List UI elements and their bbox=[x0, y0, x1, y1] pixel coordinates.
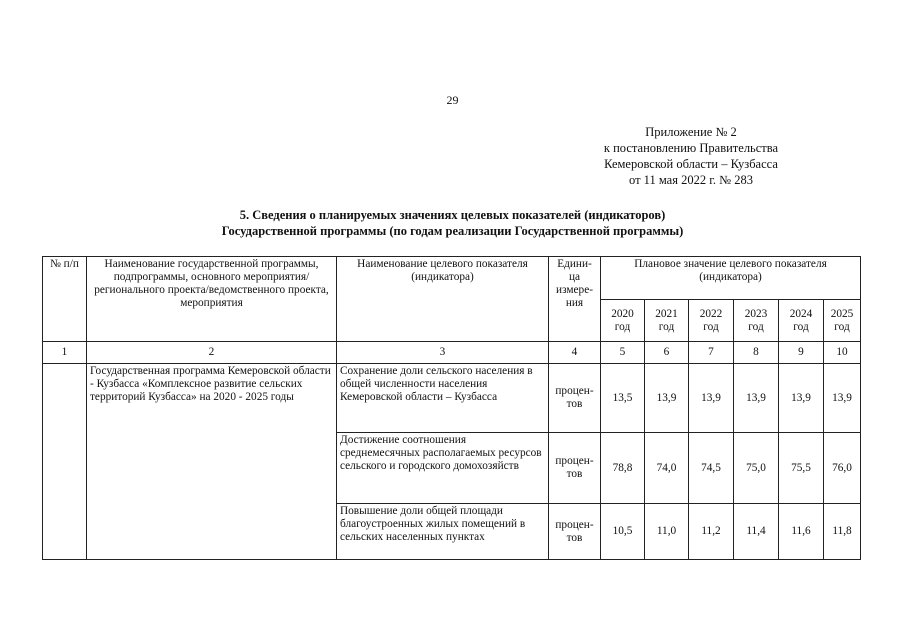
column-number: 2 bbox=[87, 342, 337, 364]
appendix-block bbox=[560, 124, 822, 188]
unit-cell: процен-тов bbox=[549, 364, 601, 433]
program-name-cell: Государственная программа Кемеровской области - Кузбасса «Комплексное развитие сельских территорий Кузбасса» на 2020 - 2025 годы bbox=[87, 364, 337, 560]
header-year: 2020 год bbox=[601, 300, 645, 342]
header-indicator: Наименование целевого показателя (индикатора) bbox=[337, 257, 549, 342]
appendix-line-2: к постановлению Правительства bbox=[603, 141, 779, 155]
value-cell: 11,4 bbox=[734, 504, 779, 560]
indicator-cell: Повышение доли общей площади благоустроенных жилых помещений в сельских населенных пунктах bbox=[337, 504, 549, 560]
header-year: 2021 год bbox=[645, 300, 689, 342]
value-cell: 74,5 bbox=[689, 433, 734, 504]
value-cell: 13,9 bbox=[824, 364, 861, 433]
value-cell: 11,2 bbox=[689, 504, 734, 560]
header-year: 2024 год bbox=[779, 300, 824, 342]
header-planned: Плановое значение целевого показателя (индикатора) bbox=[601, 257, 861, 300]
header-year: 2025 год bbox=[824, 300, 861, 342]
value-cell: 13,9 bbox=[645, 364, 689, 433]
title-line-2: Государственной программы (по годам реализации Государственной программы) bbox=[221, 224, 684, 238]
column-number: 6 bbox=[645, 342, 689, 364]
table-row bbox=[43, 364, 861, 433]
value-cell: 11,8 bbox=[824, 504, 861, 560]
column-number: 1 bbox=[43, 342, 87, 364]
value-cell: 75,0 bbox=[734, 433, 779, 504]
column-number: 3 bbox=[337, 342, 549, 364]
value-cell: 74,0 bbox=[645, 433, 689, 504]
value-cell: 13,9 bbox=[779, 364, 824, 433]
column-number: 4 bbox=[549, 342, 601, 364]
header-num: № п/п bbox=[43, 257, 87, 342]
value-cell: 75,5 bbox=[779, 433, 824, 504]
column-number: 8 bbox=[734, 342, 779, 364]
header-year: 2023 год bbox=[734, 300, 779, 342]
indicators-table bbox=[42, 256, 861, 560]
title-line-1: 5. Сведения о планируемых значениях целевых показателей (индикаторов) bbox=[239, 208, 666, 222]
header-program: Наименование государственной программы, подпрограммы, основного мероприятия/регионального проекта/ведомственного проекта, мероприятия bbox=[87, 257, 337, 342]
appendix-line-1: Приложение № 2 bbox=[645, 125, 737, 139]
value-cell: 78,8 bbox=[601, 433, 645, 504]
header-year: 2022 год bbox=[689, 300, 734, 342]
value-cell: 10,5 bbox=[601, 504, 645, 560]
indicator-cell: Сохранение доли сельского населения в общей численности населения Кемеровской области – Кузбасса bbox=[337, 364, 549, 433]
value-cell: 11,0 bbox=[645, 504, 689, 560]
row-number-cell bbox=[43, 364, 87, 560]
header-row bbox=[43, 257, 861, 300]
value-cell: 11,6 bbox=[779, 504, 824, 560]
appendix-line-4: от 11 мая 2022 г. № 283 bbox=[629, 173, 753, 187]
column-number: 9 bbox=[779, 342, 824, 364]
indicator-cell: Достижение соотношения среднемесячных располагаемых ресурсов сельского и городского домохозяйств bbox=[337, 433, 549, 504]
column-number: 7 bbox=[689, 342, 734, 364]
header-unit: Едини-ца измере-ния bbox=[549, 257, 601, 342]
unit-cell: процен-тов bbox=[549, 504, 601, 560]
appendix-line-3: Кемеровской области – Кузбасса bbox=[604, 157, 778, 171]
value-cell: 76,0 bbox=[824, 433, 861, 504]
column-number: 5 bbox=[601, 342, 645, 364]
column-number-row bbox=[43, 342, 861, 364]
value-cell: 13,5 bbox=[601, 364, 645, 433]
section-title bbox=[40, 207, 865, 239]
value-cell: 13,9 bbox=[689, 364, 734, 433]
column-number: 10 bbox=[824, 342, 861, 364]
page-number: 29 bbox=[446, 93, 459, 107]
value-cell: 13,9 bbox=[734, 364, 779, 433]
unit-cell: процен-тов bbox=[549, 433, 601, 504]
